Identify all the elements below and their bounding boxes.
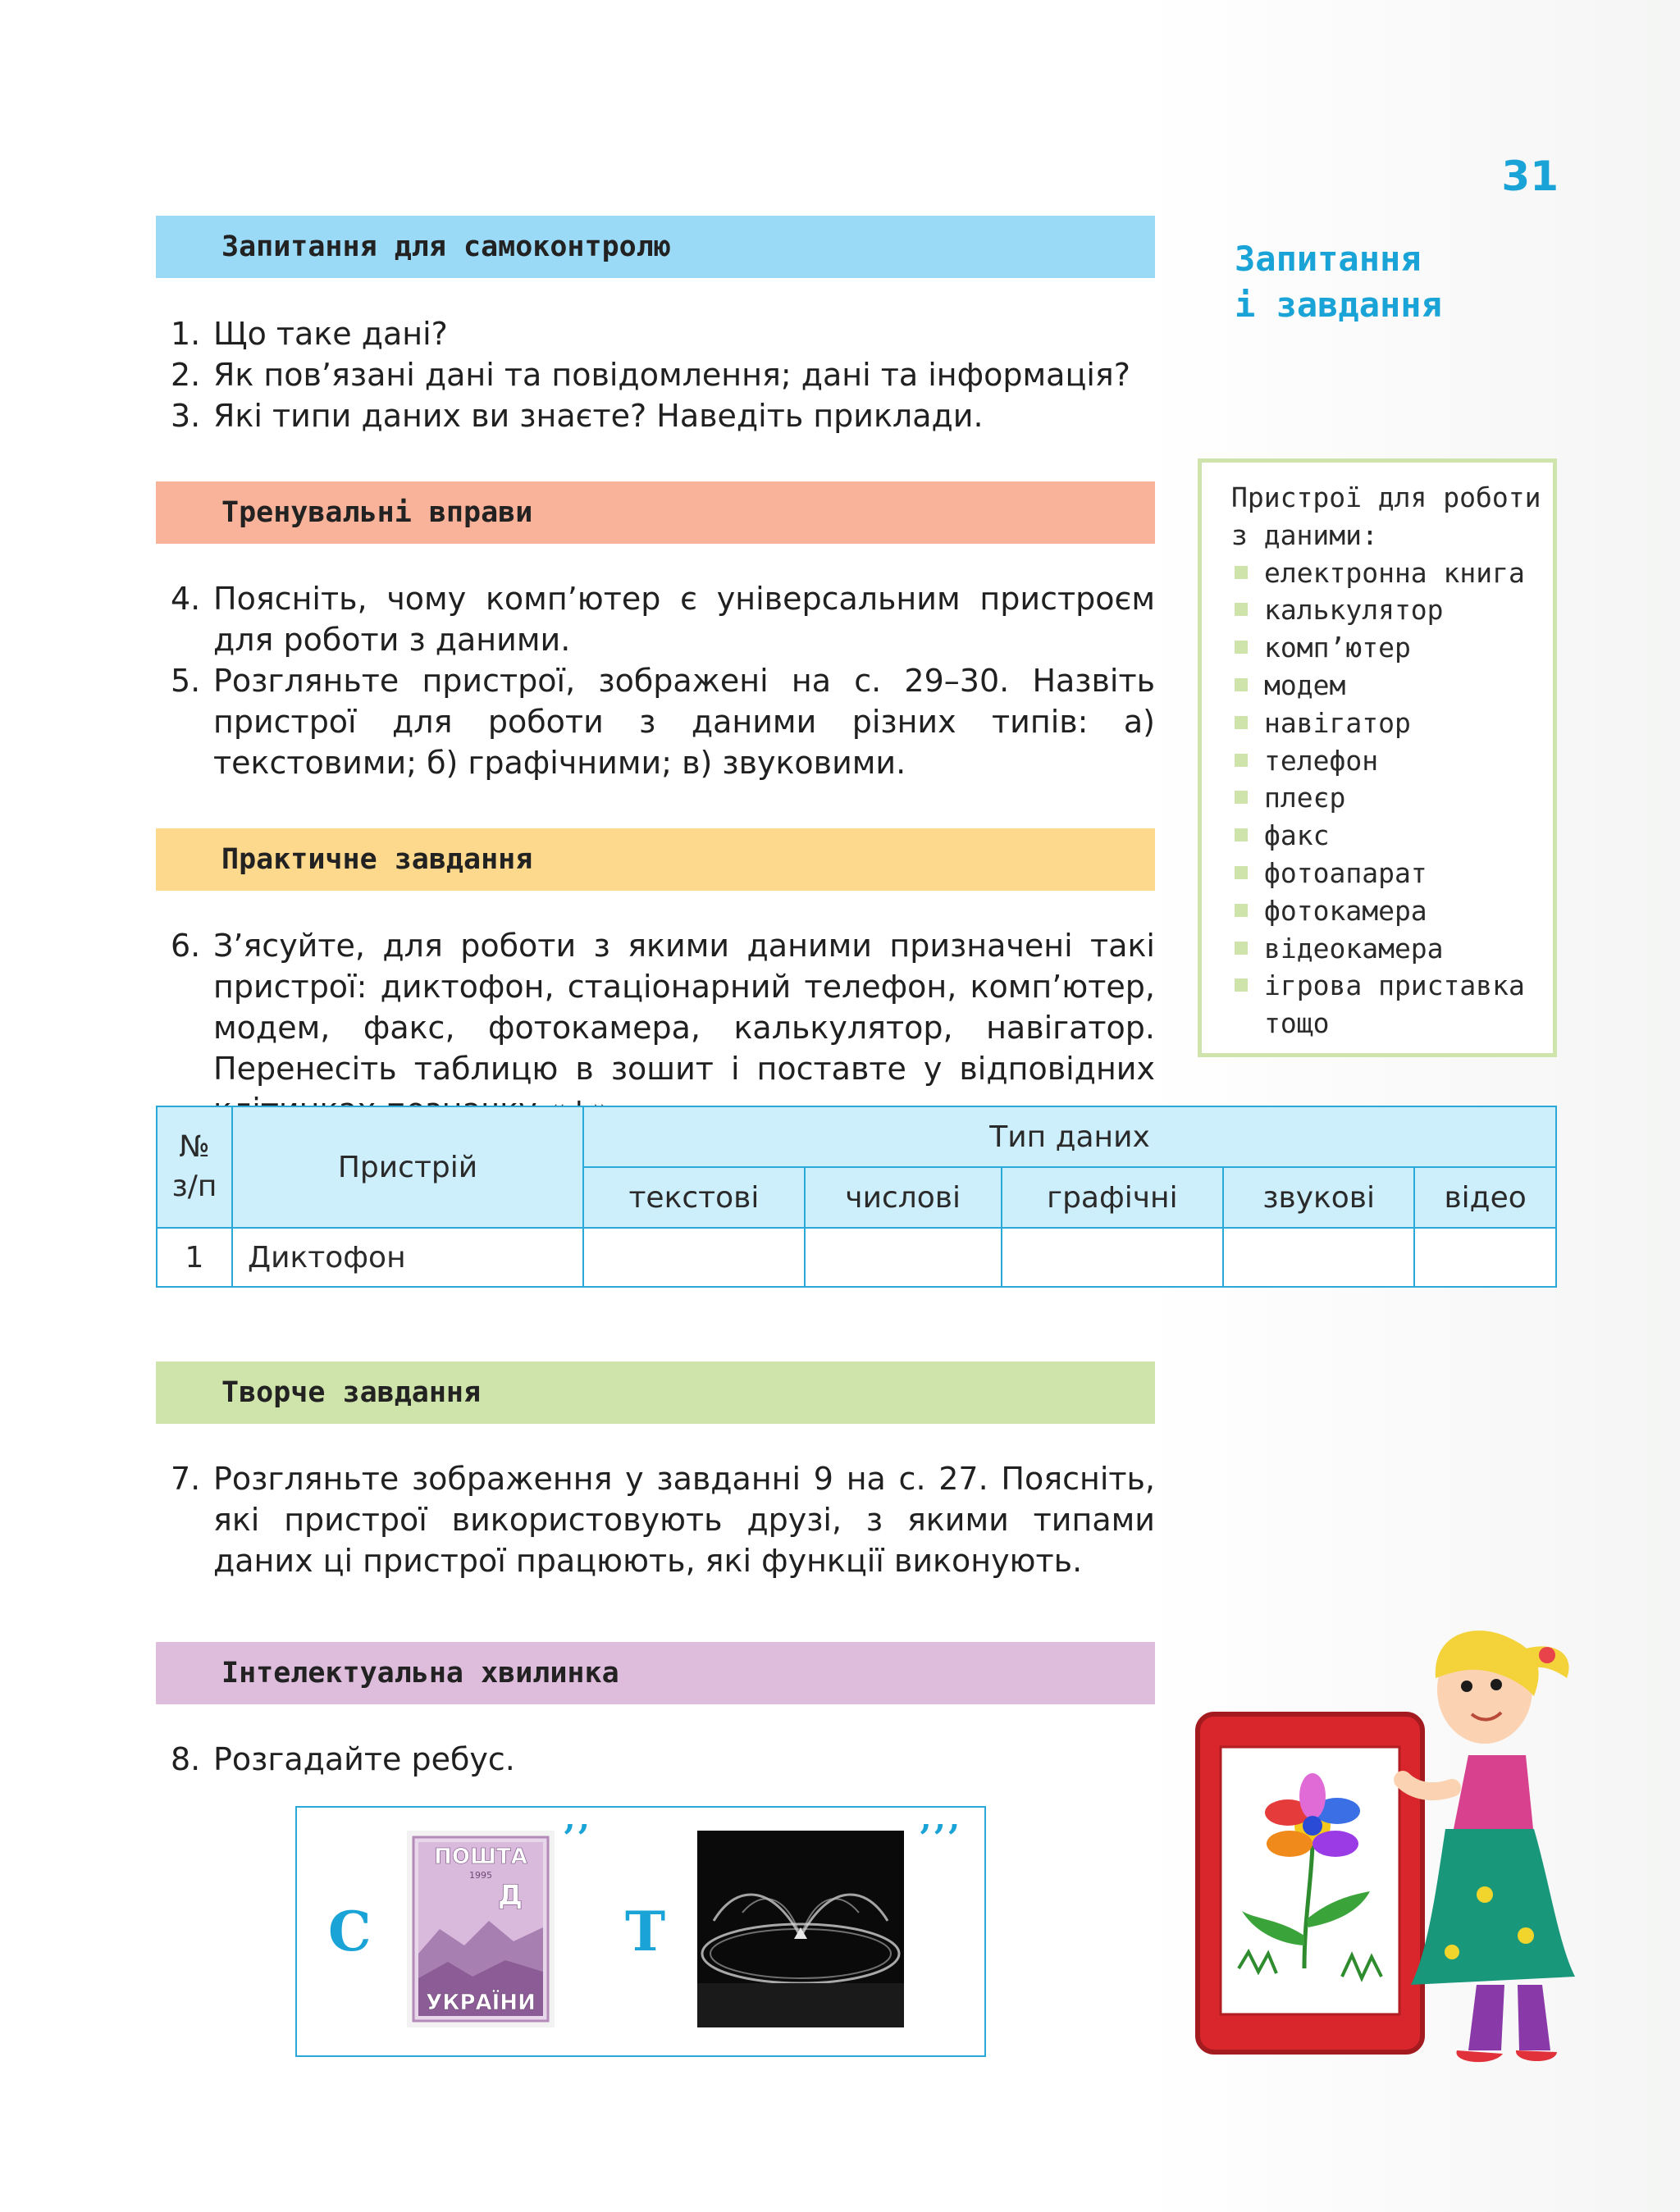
devices-list-item xyxy=(1231,855,1553,892)
devices-list-item xyxy=(1231,817,1553,855)
row-cell-empty xyxy=(1223,1228,1414,1287)
question-text: Що таке дані? xyxy=(213,316,448,352)
device-label: навігатор xyxy=(1264,706,1411,739)
rebus-comma: ’’ xyxy=(563,1817,591,1859)
question-item xyxy=(171,578,1155,660)
creative-task xyxy=(171,1458,1155,1581)
rebus-comma: ’’’ xyxy=(919,1817,961,1859)
intellectual-task xyxy=(171,1739,1155,1780)
question-item xyxy=(171,925,1155,1130)
side-title xyxy=(1235,236,1442,328)
col-number-line: № xyxy=(179,1130,210,1164)
question-text: Розгляньте зображення у завданні 9 на с. 27. Поясніть, які пристрої використовують друзі, з якими типами даних ці пристрої працюють, які функції виконують. xyxy=(213,1461,1155,1579)
question-item xyxy=(171,313,1155,354)
section-header-creative: Творче завдання xyxy=(156,1361,1155,1424)
postage-stamp-image xyxy=(407,1831,555,2027)
side-title-line: Запитання xyxy=(1235,239,1422,279)
device-label: плеєр xyxy=(1264,782,1346,814)
device-label: відеокамера xyxy=(1264,932,1444,965)
bullet-square-icon xyxy=(1235,904,1248,917)
fountain-image xyxy=(697,1831,904,2027)
devices-list-item xyxy=(1231,629,1553,667)
section-header-intellectual: Інтелектуальна хвилинка xyxy=(156,1642,1155,1704)
question-number: 1. xyxy=(171,316,201,352)
devices-tail: тощо xyxy=(1264,1007,1330,1040)
side-title-line: і завдання xyxy=(1235,285,1442,325)
girl-with-tablet-illustration xyxy=(1189,1624,1616,2067)
question-text: Розгляньте пристрої, зображені на с. 29–30. Назвіть пристрої для роботи з даними різних типів: а) текстовими; б) графічними; в) звуковими. xyxy=(213,663,1155,781)
col-group-header: Тип даних xyxy=(583,1106,1556,1167)
devices-list-item xyxy=(1231,742,1553,780)
device-label: електронна книга xyxy=(1264,556,1525,589)
device-label: фотокамера xyxy=(1264,894,1427,927)
question-item xyxy=(171,354,1155,395)
device-label: комп’ютер xyxy=(1264,632,1411,664)
col-type-header: текстові xyxy=(583,1167,805,1228)
practical-task xyxy=(171,925,1155,1130)
question-text: Розгадайте ребус. xyxy=(213,1741,515,1777)
rebus-box xyxy=(295,1806,986,2057)
devices-list-item xyxy=(1231,705,1553,742)
bullet-square-icon xyxy=(1235,942,1248,955)
question-text: З’ясуйте, для роботи з якими даними призначені такі пристрої: диктофон, стаціонарний телефон, комп’ютер, модем, факс, фотокамера, калькулятор, навігатор. Перенесіть таблицю в зошит і поставте у відповідних xyxy=(213,928,1155,1087)
devices-intro-line: з даними: xyxy=(1231,518,1378,551)
devices-list-item xyxy=(1231,967,1553,1005)
question-text: Як пов’язані дані та повідомлення; дані та інформація? xyxy=(213,357,1130,393)
bullet-square-icon xyxy=(1235,603,1248,616)
question-number: 3. xyxy=(171,398,201,434)
section-header-practical: Практичне завдання xyxy=(156,828,1155,891)
question-text: Які типи даних ви знаєте? Наведіть приклади. xyxy=(213,398,984,434)
devices-list-item xyxy=(1231,554,1553,592)
page-number: 31 xyxy=(1501,153,1559,200)
question-item xyxy=(171,1739,1155,1780)
device-label: телефон xyxy=(1264,744,1379,777)
bullet-square-icon xyxy=(1235,566,1248,579)
row-cell-empty xyxy=(583,1228,805,1287)
question-text: Поясніть, чому комп’ютер є універсальним пристроєм для роботи з даними. xyxy=(213,581,1155,658)
section-header-training: Тренувальні вправи xyxy=(156,481,1155,544)
self-check-questions xyxy=(171,313,1155,436)
question-item xyxy=(171,660,1155,783)
rebus-letter: Т xyxy=(625,1900,666,1963)
col-number-line: з/п xyxy=(171,1170,217,1203)
stamp-text-bottom: УКРАЇНИ xyxy=(426,1991,536,2015)
bullet-square-icon xyxy=(1235,791,1248,804)
row-number: 1 xyxy=(157,1228,232,1287)
col-number-header xyxy=(157,1106,232,1228)
col-type-header: звукові xyxy=(1223,1167,1414,1228)
question-number: 5. xyxy=(171,663,201,699)
stamp-text-mid: Д xyxy=(497,1879,523,1912)
bullet-square-icon xyxy=(1235,978,1248,992)
devices-list-item xyxy=(1231,779,1553,817)
bullet-square-icon xyxy=(1235,678,1248,691)
row-device: Диктофон xyxy=(232,1228,583,1287)
question-number: 7. xyxy=(171,1461,201,1497)
row-cell-empty xyxy=(1414,1228,1556,1287)
bullet-square-icon xyxy=(1235,754,1248,767)
question-number: 2. xyxy=(171,357,201,393)
devices-list-item xyxy=(1231,892,1553,930)
devices-list xyxy=(1231,554,1553,1006)
col-device-header: Пристрій xyxy=(232,1106,583,1228)
device-label: фотоапарат xyxy=(1264,856,1427,889)
devices-list-item xyxy=(1231,591,1553,629)
devices-sidebar xyxy=(1198,458,1557,1057)
device-label: факс xyxy=(1264,819,1330,852)
bullet-square-icon xyxy=(1235,828,1248,841)
stamp-text-top: ПОШТА xyxy=(434,1845,527,1869)
question-number: 8. xyxy=(171,1741,201,1777)
table-row xyxy=(157,1228,1556,1287)
row-cell-empty xyxy=(1002,1228,1224,1287)
question-number: 4. xyxy=(171,581,201,617)
device-label: модем xyxy=(1264,668,1346,701)
devices-list-item xyxy=(1231,667,1553,705)
col-type-header: відео xyxy=(1414,1167,1556,1228)
bullet-square-icon xyxy=(1235,641,1248,654)
bullet-square-icon xyxy=(1235,866,1248,879)
stamp-year: 1995 xyxy=(469,1870,492,1881)
col-type-header: числові xyxy=(805,1167,1002,1228)
section-header-self-check: Запитання для самоконтролю xyxy=(156,216,1155,278)
devices-list-item xyxy=(1231,930,1553,968)
rebus-letter: С xyxy=(328,1900,372,1963)
col-type-header: графічні xyxy=(1002,1167,1224,1228)
device-label: ігрова приставка xyxy=(1264,969,1525,1002)
training-exercises xyxy=(171,578,1155,783)
bullet-square-icon xyxy=(1235,716,1248,729)
devices-intro-line: Пристрої для роботи xyxy=(1231,481,1541,513)
question-item xyxy=(171,1458,1155,1581)
device-label: калькулятор xyxy=(1264,594,1444,627)
data-types-table xyxy=(156,1106,1557,1288)
question-number: 6. xyxy=(171,928,201,964)
question-item xyxy=(171,395,1155,436)
row-cell-empty xyxy=(805,1228,1002,1287)
